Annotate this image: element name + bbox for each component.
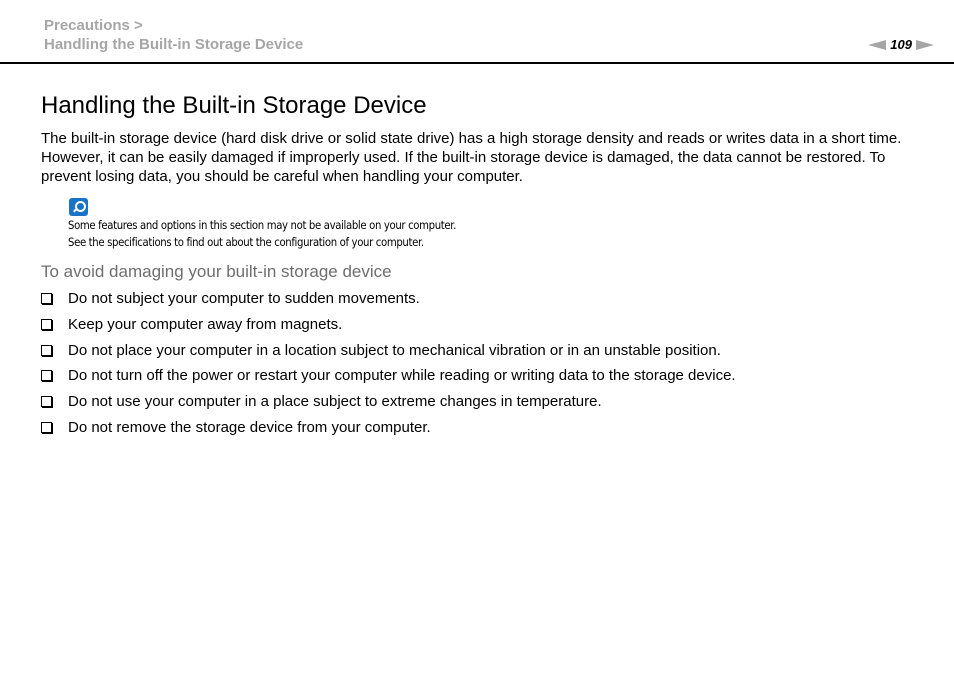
- note-line-2: See the specifications to find out about the configuration of your computer.: [68, 235, 424, 249]
- list-item: [41, 341, 736, 367]
- checkbox-bullet-icon: [41, 370, 52, 381]
- list-item-text: Do not place your computer in a location subject to mechanical vibration or in an unstable position.: [68, 341, 721, 359]
- list-item-text: Do not subject your computer to sudden movements.: [68, 290, 420, 307]
- breadcrumb-current: Handling the Built-in Storage Device: [44, 36, 304, 53]
- checkbox-bullet-icon: [41, 319, 52, 330]
- list-item-text: Keep your computer away from magnets.: [68, 315, 343, 333]
- list-item-text: Do not remove the storage device from your computer.: [68, 418, 431, 436]
- note-line-1: Some features and options in this section may not be available on your computer.: [68, 218, 457, 232]
- checkbox-bullet-icon: [41, 396, 52, 407]
- magnifier-lens: [75, 201, 86, 212]
- section-subheading: To avoid damaging your built-in storage device: [41, 262, 392, 281]
- checkbox-bullet-icon: [41, 293, 52, 304]
- list-item-text: Do not turn off the power or restart your computer while reading or writing data to the storage device.: [68, 367, 736, 385]
- page-navigator: [868, 37, 934, 52]
- list-item: [41, 289, 736, 315]
- previous-page-arrow-icon[interactable]: [868, 40, 886, 50]
- breadcrumb: [44, 16, 303, 54]
- magnifier-icon: [69, 198, 88, 216]
- header-divider: [0, 62, 954, 64]
- precaution-list: [41, 289, 736, 444]
- next-page-arrow-icon[interactable]: [916, 40, 934, 50]
- list-item: [41, 418, 736, 444]
- checkbox-bullet-icon: [41, 422, 52, 433]
- breadcrumb-parent[interactable]: Precautions >: [44, 17, 143, 34]
- note-text: [68, 217, 456, 251]
- page-number: 109: [890, 37, 912, 52]
- page-title: Handling the Built-in Storage Device: [41, 92, 427, 119]
- checkbox-bullet-icon: [41, 345, 52, 356]
- intro-paragraph: The built-in storage device (hard disk drive or solid state drive) has a high storage density and reads or writes data in a short time. However, it can be easily damaged if improperly used. If the built-in storage device is damaged, the data cannot be restored. To prevent losing data, you should be careful when handling your computer.: [41, 130, 902, 185]
- list-item: [41, 392, 736, 418]
- list-item: [41, 315, 736, 341]
- list-item-text: Do not use your computer in a place subject to extreme changes in temperature.: [68, 393, 602, 411]
- list-item: [41, 366, 736, 392]
